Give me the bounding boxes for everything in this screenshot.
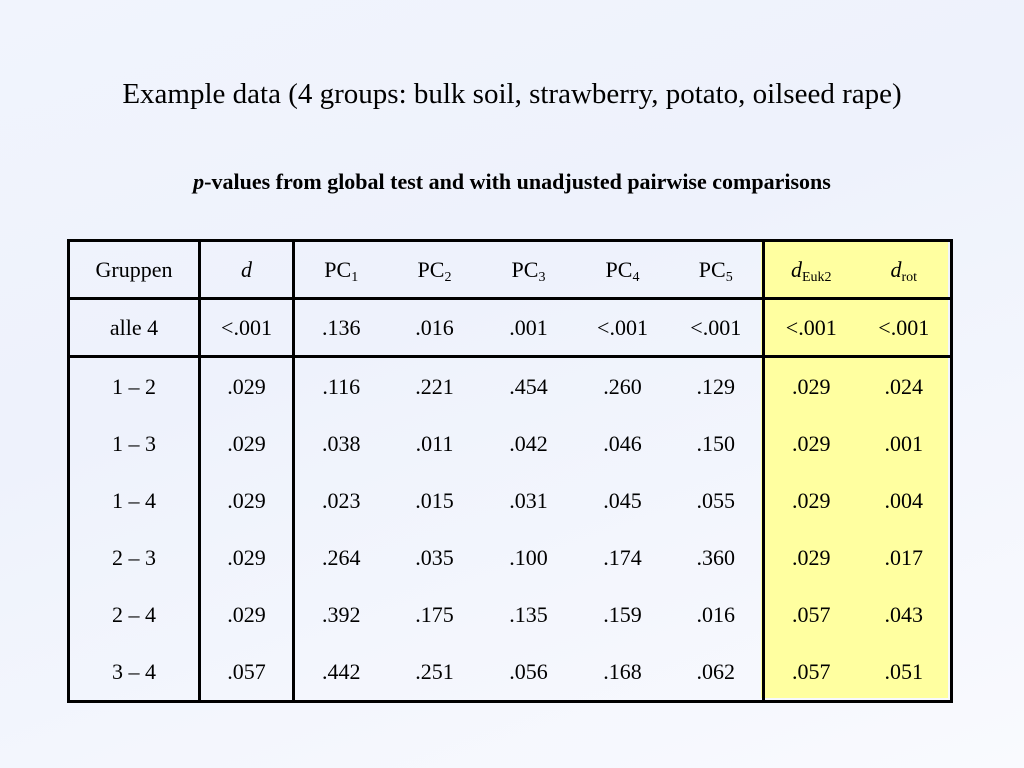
cell-d: <.001 xyxy=(200,299,294,357)
cell-pc4: .045 xyxy=(603,487,642,513)
cell-pc5: .062 xyxy=(670,643,764,702)
header-d-euk2: $d_{Euk2}$ xyxy=(764,241,858,299)
cell-pc5: .016 xyxy=(670,586,764,643)
table-row xyxy=(69,643,952,702)
cell-pc5: .360 xyxy=(670,529,764,586)
row-label: 2 – 3 xyxy=(69,529,200,586)
header-pc2: $PC_2$ xyxy=(388,241,482,299)
cell-pc2: .035 xyxy=(415,544,454,570)
p-values-table xyxy=(67,239,953,703)
header-pc3: $PC_3$ xyxy=(482,241,576,299)
cell-pc3: .100 xyxy=(509,544,548,570)
cell-d-euk2: .029 xyxy=(792,373,831,399)
cell-pc3: .042 xyxy=(509,430,548,456)
cell-pc4: .174 xyxy=(603,544,642,570)
table-row xyxy=(69,586,952,643)
row-label: 2 – 4 xyxy=(69,586,200,643)
cell-pc2: .015 xyxy=(415,487,454,513)
cell-pc1: .264 xyxy=(322,544,361,570)
cell-pc1: .136 xyxy=(294,299,388,357)
cell-pc4: .168 xyxy=(603,658,642,684)
cell-d-rot: .017 xyxy=(884,544,923,570)
table-row xyxy=(69,415,952,472)
cell-pc5: .129 xyxy=(670,357,764,416)
table-caption xyxy=(0,168,1024,196)
cell-pc1: .038 xyxy=(322,430,361,456)
cell-pc3: .135 xyxy=(509,601,548,627)
cell-pc2: .011 xyxy=(415,430,454,456)
cell-pc1: .392 xyxy=(322,601,361,627)
cell-pc5: .150 xyxy=(670,415,764,472)
cell-pc2: .251 xyxy=(415,658,454,684)
cell-d: .029 xyxy=(200,529,294,586)
cell-d: .029 xyxy=(200,586,294,643)
slide-title: Example data (4 groups: bulk soil, strawberry, potato, oilseed rape) xyxy=(122,78,902,110)
cell-d-rot: .001 xyxy=(884,430,923,456)
cell-d: .029 xyxy=(200,415,294,472)
cell-d-rot: .024 xyxy=(884,373,923,399)
cell-d: .029 xyxy=(200,357,294,416)
cell-pc2: .016 xyxy=(388,299,482,357)
cell-pc1: .023 xyxy=(322,487,361,513)
row-label: 1 – 2 xyxy=(69,357,200,416)
cell-d-rot: .004 xyxy=(884,487,923,513)
table-row xyxy=(69,529,952,586)
header-pc5: $PC_5$ xyxy=(670,241,764,299)
cell-d-rot: <.001 xyxy=(858,299,952,357)
cell-pc3: .056 xyxy=(509,658,548,684)
header-d-rot: $d_{rot}$ xyxy=(858,241,952,299)
header-pc1: $PC_1$ xyxy=(294,241,388,299)
cell-d-euk2: .029 xyxy=(792,430,831,456)
row-label: 3 – 4 xyxy=(69,643,200,702)
cell-pc4: <.001 xyxy=(576,299,670,357)
global-test-row xyxy=(69,299,952,357)
cell-d-euk2: <.001 xyxy=(764,299,858,357)
table-row xyxy=(69,357,952,416)
row-label: 1 – 4 xyxy=(69,472,200,529)
cell-pc1: .116 xyxy=(322,373,361,399)
cell-pc5: .055 xyxy=(670,472,764,529)
cell-d-euk2: .057 xyxy=(792,601,831,627)
caption-text: -values from global test and with unadjusted pairwise comparisons xyxy=(204,169,831,194)
cell-d: .029 xyxy=(200,472,294,529)
row-label: alle 4 xyxy=(69,299,200,357)
cell-pc5: <.001 xyxy=(670,299,764,357)
header-d: d xyxy=(200,241,294,299)
cell-pc4: .046 xyxy=(603,430,642,456)
p-values-table-container xyxy=(67,239,948,698)
cell-pc1: .442 xyxy=(322,658,361,684)
cell-pc3: .001 xyxy=(482,299,576,357)
cell-d-rot: .043 xyxy=(884,601,923,627)
header-row xyxy=(69,241,952,299)
cell-d-euk2: .057 xyxy=(792,658,831,684)
cell-pc4: .260 xyxy=(603,373,642,399)
row-label: 1 – 3 xyxy=(69,415,200,472)
header-pc4: $PC_4$ xyxy=(576,241,670,299)
cell-pc2: .175 xyxy=(415,601,454,627)
cell-d-rot: .051 xyxy=(884,658,923,684)
header-gruppen: Gruppen xyxy=(69,241,200,299)
cell-d-euk2: .029 xyxy=(792,544,831,570)
cell-pc4: .159 xyxy=(603,601,642,627)
cell-pc3: .454 xyxy=(509,373,548,399)
p-symbol: p xyxy=(193,169,205,194)
cell-pc2: .221 xyxy=(415,373,454,399)
cell-d-euk2: .029 xyxy=(792,487,831,513)
cell-d: .057 xyxy=(200,643,294,702)
table-row xyxy=(69,472,952,529)
cell-pc3: .031 xyxy=(509,487,548,513)
